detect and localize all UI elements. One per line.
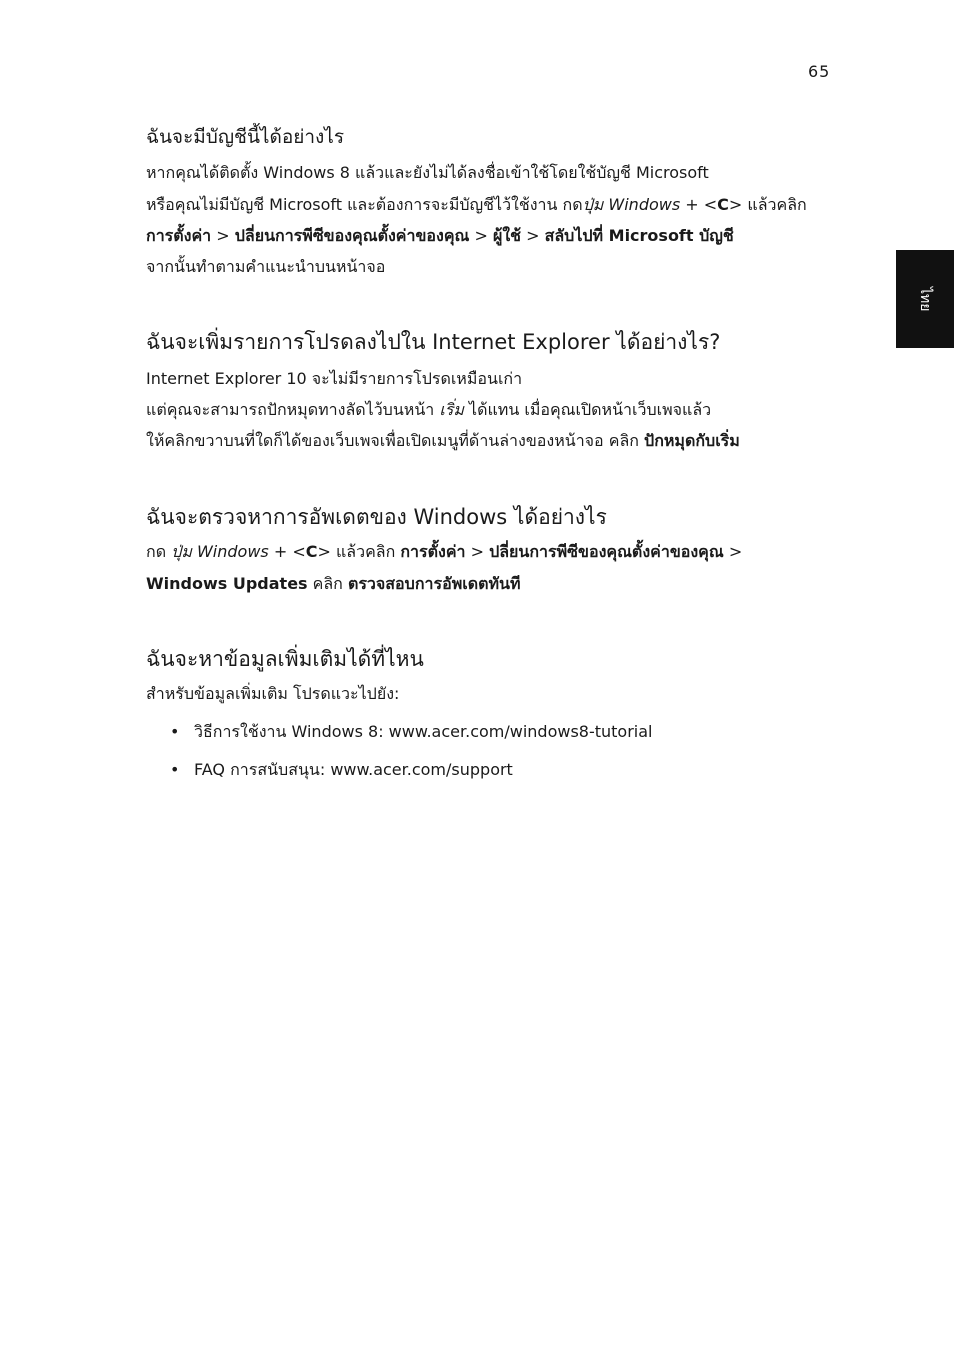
body-line	[146, 400, 711, 420]
text-run: ได้แทน เมื่อคุณเปิดหน้าเว็บเพจแล้ว	[463, 400, 712, 419]
text-run: >	[211, 226, 235, 245]
body-line: Internet Explorer 10 จะไม่มีรายการโปรดเหมือนเก่า	[146, 369, 523, 388]
section-heading: ฉันจะเพิ่มรายการโปรดลงไปใน Internet Explorer ได้อย่างไร?	[146, 330, 721, 354]
bold-text: ตรวจสอบการอัพเดตทันที	[347, 574, 521, 593]
text-run: > แล้วคลิก	[317, 542, 401, 561]
bold-text: การตั้งค่า	[146, 226, 212, 245]
text-run: >	[465, 542, 490, 561]
italic-text: ปุ่ม Windows	[171, 542, 269, 561]
bold-text: การตั้งค่า	[400, 542, 466, 561]
text-run: คลิก	[307, 574, 348, 593]
text-run: + <	[680, 195, 718, 214]
bold-text: ผู้ใช้	[492, 226, 522, 245]
bullet-list	[170, 722, 653, 798]
body-line: จากนั้นทำตามคำแนะนำบนหน้าจอ	[146, 257, 386, 276]
bold-text: C	[305, 542, 318, 561]
section-heading: ฉันจะหาข้อมูลเพิ่มเติมได้ที่ไหน	[146, 647, 424, 671]
text-run: + <	[268, 542, 306, 561]
section-heading: ฉันจะมีบัญชีนี้ได้อย่างไร	[146, 126, 345, 148]
bold-text: C	[717, 195, 729, 214]
text-run: >	[521, 226, 545, 245]
section-heading: ฉันจะตรวจหาการอัพเดตของ Windows ได้อย่างไร	[146, 505, 607, 529]
text-run: > แล้วคลิก	[728, 195, 807, 214]
list-item: • FAQ การสนับสนุน: www.acer.com/support	[170, 760, 653, 798]
bold-text: ปลี่ยนการพีซีของคุณตั้งค่าของคุณ	[234, 226, 470, 245]
text-run: >	[469, 226, 493, 245]
text-run: กด	[146, 542, 172, 561]
bold-text: Windows Updates	[146, 574, 308, 593]
text-run: แต่คุณจะสามารถปักหมุดทางลัดไว้บนหน้า	[146, 400, 440, 419]
page-number: 65	[808, 62, 831, 81]
body-line	[146, 542, 742, 562]
body-line	[146, 574, 521, 594]
body-line	[146, 195, 807, 215]
italic-text: ปุ่ม Windows	[582, 195, 681, 214]
text-run: >	[723, 542, 743, 561]
body-line	[146, 431, 740, 451]
italic-text: เริ่ม	[439, 400, 464, 419]
body-line: หากคุณได้ติดตั้ง Windows 8 แล้วและยังไม่ได้ลงชื่อเข้าใช้โดยใช้บัญชี Microsoft	[146, 163, 709, 182]
body-line	[146, 226, 734, 246]
bold-text: สลับไปที่ Microsoft บัญชี	[544, 226, 734, 245]
language-tab-label: ไทย	[917, 286, 933, 312]
text-run: ให้คลิกขวาบนที่ใดก็ได้ของเว็บเพจเพื่อเปิดเมนูที่ด้านล่างของหน้าจอ คลิก	[146, 431, 645, 450]
bold-text: ปลี่ยนการพีซีของคุณตั้งค่าของคุณ	[489, 542, 724, 561]
list-item: • วิธีการใช้งาน Windows 8: www.acer.com/windows8-tutorial	[170, 722, 653, 760]
bold-text: ปักหมุดกับเริ่ม	[644, 431, 740, 450]
text-run: หรือคุณไม่มีบัญชี Microsoft และต้องการจะมีบัญชีไว้ใช้งาน กด	[146, 195, 583, 214]
language-tab	[896, 250, 954, 348]
body-line: สำหรับข้อมูลเพิ่มเติม โปรดแวะไปยัง:	[146, 684, 400, 703]
